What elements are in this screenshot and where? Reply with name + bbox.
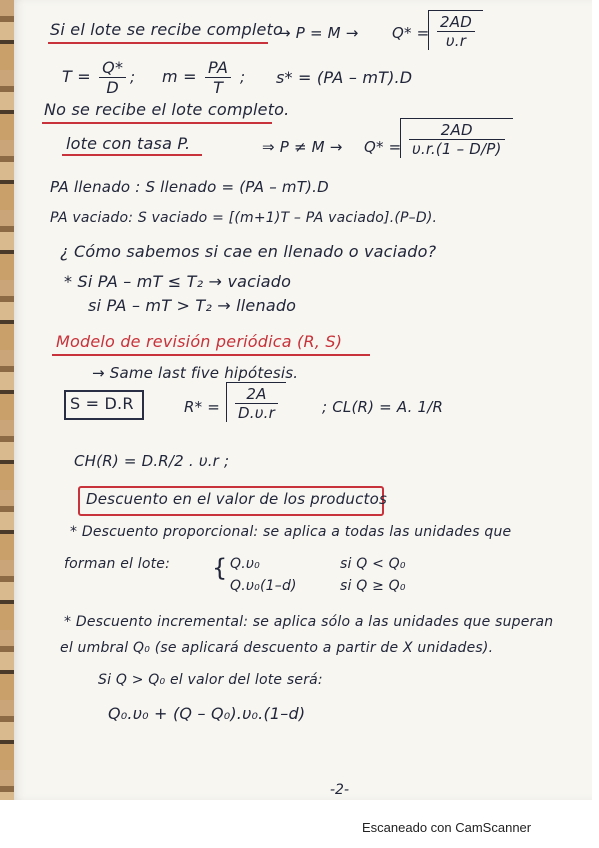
separator: ; bbox=[130, 68, 136, 86]
q-formula bbox=[428, 10, 483, 50]
arrow-p-equals-m: → P = M → bbox=[278, 24, 359, 42]
lote-tasa: lote con tasa P. bbox=[66, 134, 191, 153]
case-vaciado: * Si PA – mT ≤ T₂ → vaciado bbox=[64, 272, 292, 291]
heading-underline bbox=[42, 122, 272, 124]
t-label: T = bbox=[62, 67, 91, 86]
heading-underline bbox=[48, 42, 268, 44]
case-proporcional-2: Q.υ₀(1–d) bbox=[230, 578, 297, 594]
s-formula-boxed: S = D.R bbox=[70, 394, 134, 413]
q-label-2: Q* = bbox=[364, 138, 402, 156]
t-denominator: D bbox=[106, 78, 119, 97]
m-numerator: PA bbox=[205, 58, 231, 78]
subheading-underline bbox=[62, 154, 202, 156]
brace-icon: { bbox=[212, 554, 228, 582]
descuento-incremental: * Descuento incremental: se aplica sólo a las unidades que superan bbox=[64, 614, 554, 630]
q-numerator: 2AD bbox=[437, 13, 475, 32]
heading-lote-completo: Si el lote se recibe completo bbox=[50, 20, 283, 39]
heading-underline bbox=[52, 354, 370, 356]
question-llenado-vaciado: ¿ Cómo sabemos si cae en llenado o vaciado? bbox=[60, 242, 437, 261]
s-formula: s* = (PA – mT).D bbox=[276, 68, 413, 87]
ch-formula: CH(R) = D.R/2 . υ.r ; bbox=[74, 452, 230, 470]
m-formula bbox=[162, 58, 234, 97]
r-numerator: 2A bbox=[235, 385, 278, 404]
case-llenado: si PA – mT > T₂ → llenado bbox=[88, 296, 297, 315]
heading-lote-incompleto: No se recibe el lote completo. bbox=[44, 100, 290, 119]
r-formula bbox=[226, 382, 286, 422]
q2-numerator: 2AD bbox=[409, 121, 505, 140]
forman-lote: forman el lote: bbox=[64, 556, 171, 572]
valor-lote-formula: Q₀.υ₀ + (Q – Q₀).υ₀.(1–d) bbox=[108, 704, 306, 723]
q-label: Q* = bbox=[392, 24, 430, 42]
page-edge bbox=[0, 0, 14, 800]
m-denominator: T bbox=[213, 78, 224, 97]
t-formula bbox=[62, 58, 129, 97]
arrow-p-neq-m: ⇒ P ≠ M → bbox=[262, 138, 343, 156]
umbral-text: el umbral Q₀ (se aplicará descuento a partir de X unidades). bbox=[60, 640, 494, 656]
q-denominator: υ.r bbox=[445, 32, 467, 50]
r-label: R* = bbox=[184, 398, 221, 416]
hypothesis: → Same last five hipótesis. bbox=[92, 364, 299, 382]
heading-revision-periodica: Modelo de revisión periódica (R, S) bbox=[56, 332, 343, 351]
case-proporcional-1-cond: si Q < Q₀ bbox=[340, 556, 406, 572]
descuento-proporcional: * Descuento proporcional: se aplica a todas las unidades que bbox=[70, 524, 512, 540]
heading-descuento: Descuento en el valor de los productos bbox=[86, 490, 387, 508]
separator: ; bbox=[240, 68, 246, 86]
t-numerator: Q* bbox=[99, 58, 126, 78]
q-formula-2 bbox=[400, 118, 513, 158]
formula-vaciado: PA vaciado: S vaciado = [(m+1)T – PA vaciado].(P–D). bbox=[50, 210, 438, 226]
r-denominator: D.υ.r bbox=[238, 404, 275, 422]
formula-llenado: PA llenado : S llenado = (PA – mT).D bbox=[50, 178, 329, 196]
m-label: m = bbox=[162, 67, 197, 86]
cl-formula: ; CL(R) = A. 1/R bbox=[322, 398, 444, 416]
page-number: -2- bbox=[330, 782, 350, 798]
case-proporcional-2-cond: si Q ≥ Q₀ bbox=[340, 578, 406, 594]
valor-lote-text: Si Q > Q₀ el valor del lote será: bbox=[98, 672, 323, 688]
q2-denominator: υ.r.(1 – D/P) bbox=[412, 140, 502, 158]
case-proporcional-1: Q.υ₀ bbox=[230, 556, 260, 572]
camscanner-footer: Escaneado con CamScanner bbox=[362, 820, 532, 835]
